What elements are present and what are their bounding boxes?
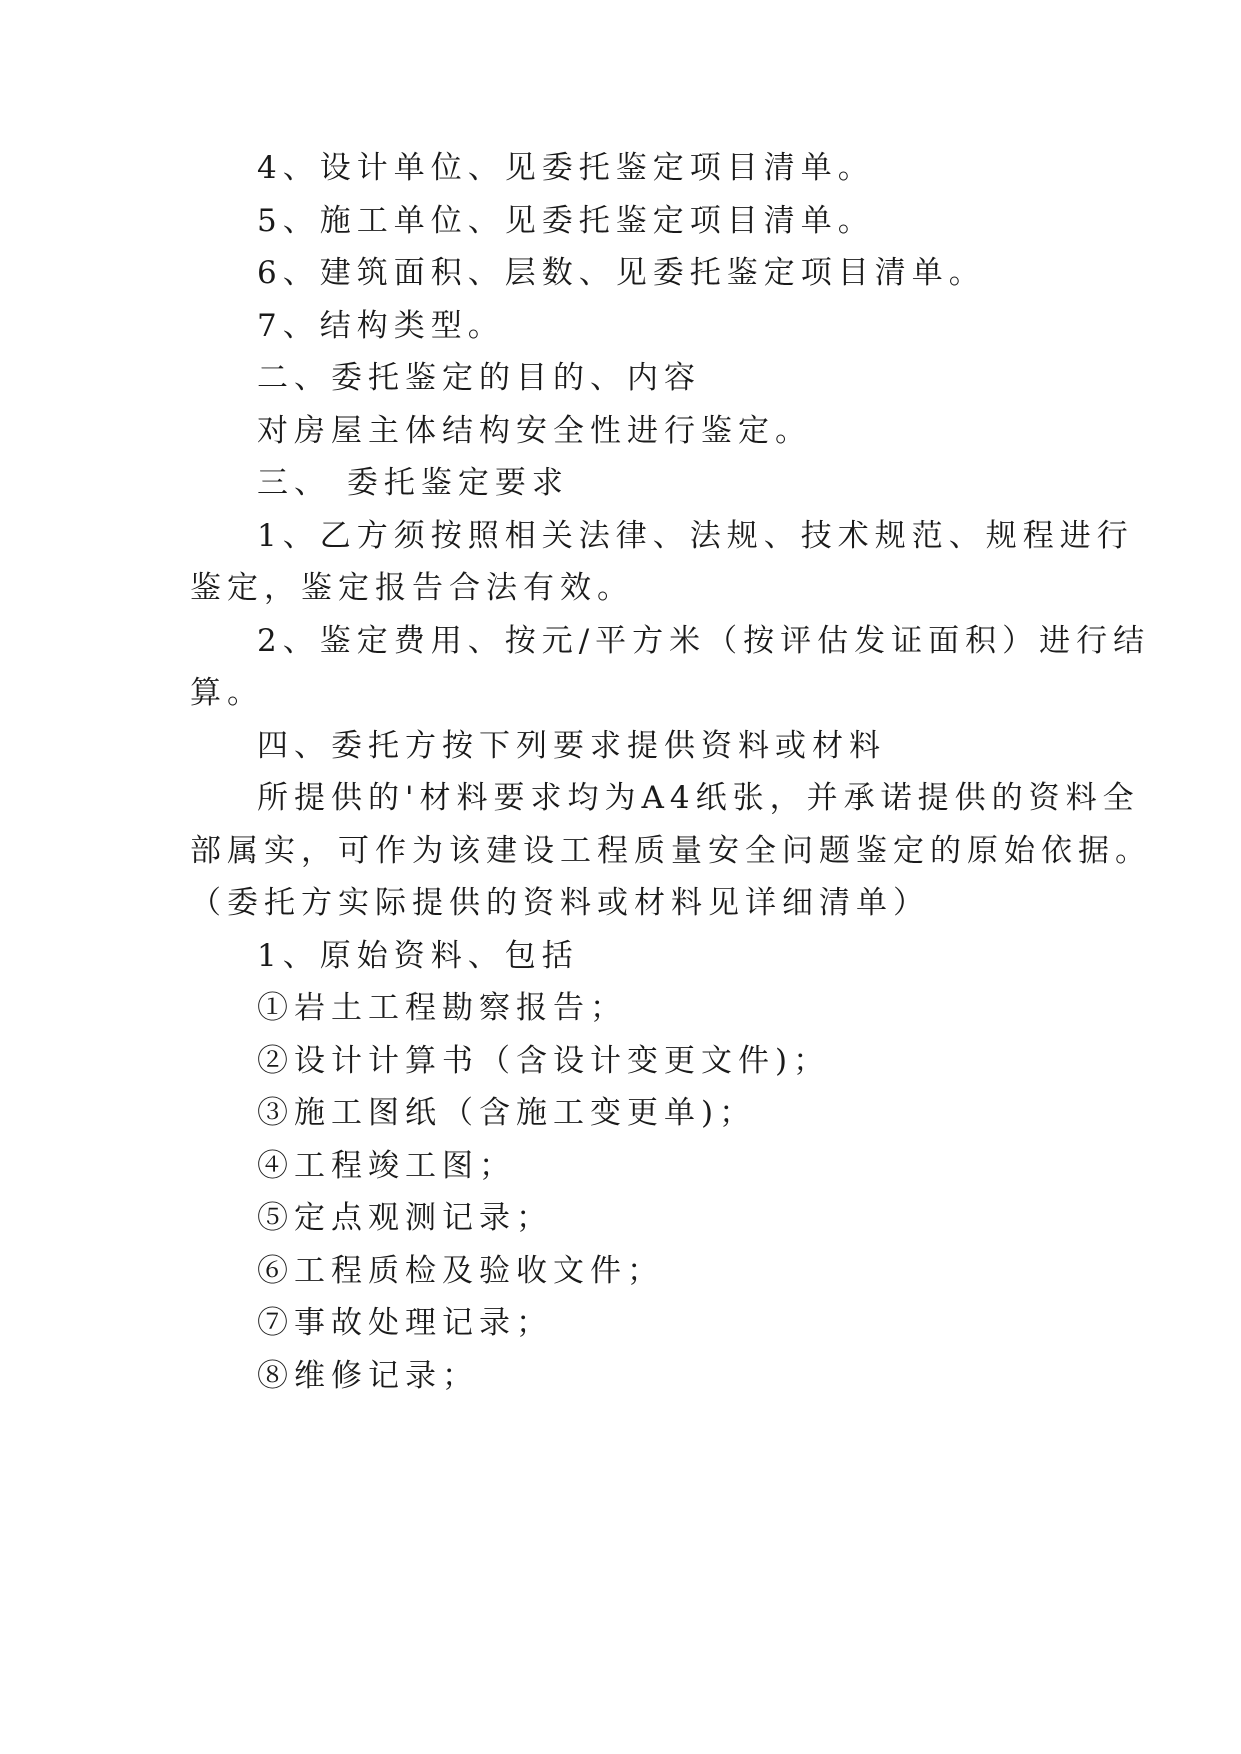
item-design-unit: 4、设计单位、见委托鉴定项目清单。 <box>257 150 875 186</box>
paragraph-purpose: 对房屋主体结构安全性进行鉴定。 <box>257 413 812 449</box>
list-item: ②设计计算书（含设计变更文件)； <box>257 1043 831 1079</box>
list-heading-original-materials: 1、原始资料、包括 <box>257 938 579 974</box>
paragraph-requirement-1-cont: 鉴定，鉴定报告合法有效。 <box>190 570 634 606</box>
section-heading-requirements: 三、 委托鉴定要求 <box>257 465 569 501</box>
list-item: ⑧维修记录； <box>257 1358 479 1394</box>
item-construction-unit: 5、施工单位、见委托鉴定项目清单。 <box>257 203 875 239</box>
paragraph-materials: 所提供的'材料要求均为A4纸张，并承诺提供的资料全 <box>257 780 1140 816</box>
paragraph-requirement-2: 2、鉴定费用、按元/平方米（按评估发证面积）进行结 <box>257 623 1151 659</box>
list-item: ⑥工程质检及验收文件； <box>257 1253 664 1289</box>
paragraph-requirement-2-cont: 算。 <box>190 675 264 711</box>
paragraph-materials-note: （委托方实际提供的资料或材料见详细清单） <box>190 885 930 921</box>
paragraph-materials-cont: 部属实，可作为该建设工程质量安全问题鉴定的原始依据。 <box>190 833 1152 869</box>
list-item: ③施工图纸（含施工变更单)； <box>257 1095 757 1131</box>
item-structure-type: 7、结构类型。 <box>257 308 505 344</box>
item-building-area: 6、建筑面积、层数、见委托鉴定项目清单。 <box>257 255 986 291</box>
section-heading-purpose: 二、委托鉴定的目的、内容 <box>257 360 701 396</box>
list-item: ①岩土工程勘察报告； <box>257 990 627 1026</box>
list-item: ⑦事故处理记录； <box>257 1305 553 1341</box>
paragraph-requirement-1: 1、乙方须按照相关法律、法规、技术规范、规程进行 <box>257 518 1134 554</box>
list-item: ⑤定点观测记录； <box>257 1200 553 1236</box>
section-heading-materials: 四、委托方按下列要求提供资料或材料 <box>257 728 886 764</box>
list-item: ④工程竣工图； <box>257 1148 516 1184</box>
